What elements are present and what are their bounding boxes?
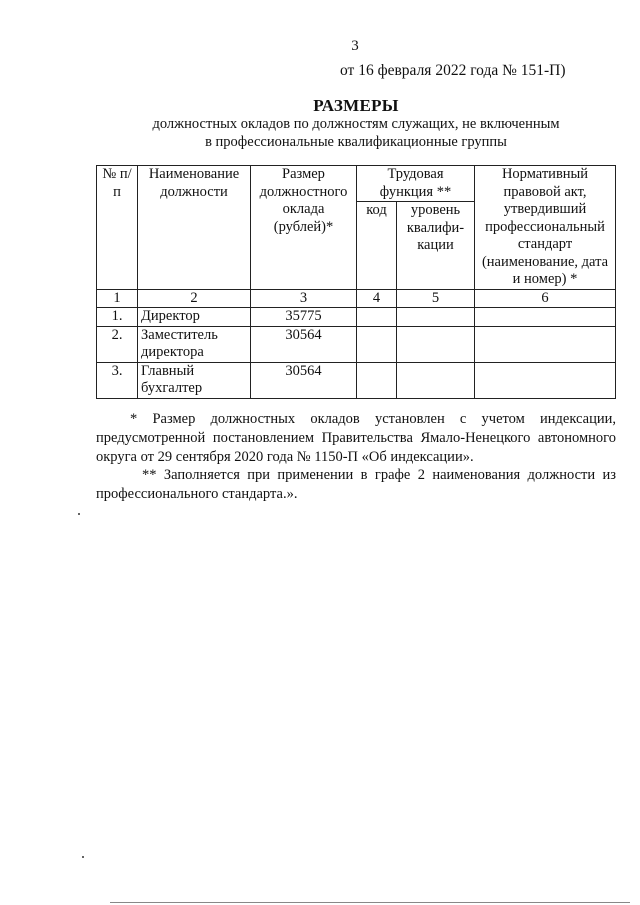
salary-value: 30564: [251, 362, 357, 398]
document-subtitle-line1: должностных окладов по должностям служащих, не включенным: [152, 116, 560, 132]
table-row: [97, 362, 616, 398]
position-name: Директор: [138, 308, 251, 327]
column-numbers-row: [97, 289, 616, 308]
column-number: 1: [97, 289, 138, 308]
header-code: код: [357, 202, 397, 290]
header-labor-function: Трудовая функция **: [357, 166, 475, 202]
footnote-salary-indexation: * Размер должностных окладов установлен с учетом индексации, предусмотренной постановлением Правительства Ямало-Ненецкого автономного округа от 29 сентября 2020 года № 1150-П «Об индексации».: [96, 411, 616, 465]
page-number: 3: [351, 38, 359, 54]
row-number: 1.: [97, 308, 138, 327]
act-cell: [475, 308, 616, 327]
salaries-table: [96, 165, 616, 399]
row-number: 3.: [97, 362, 138, 398]
code-cell: [357, 362, 397, 398]
qualification-cell: [397, 326, 475, 362]
position-name: Заместитель директора: [138, 326, 251, 362]
salary-value: 30564: [251, 326, 357, 362]
header-position: Наименование должности: [138, 166, 251, 290]
table-row: [97, 308, 616, 327]
qualification-cell: [397, 308, 475, 327]
column-number: 6: [475, 289, 616, 308]
document-title: РАЗМЕРЫ: [313, 96, 399, 115]
document-date-line: от 16 февраля 2022 года № 151-П): [340, 62, 566, 79]
header-qualification: уровень квалифи-кации: [397, 202, 475, 290]
header-salary: Размер должностного оклада (рублей)*: [251, 166, 357, 290]
scan-speck: [78, 513, 80, 515]
row-number: 2.: [97, 326, 138, 362]
qualification-cell: [397, 362, 475, 398]
footnote-professional-standard: ** Заполняется при применении в графе 2 наименования должности из профессионального стандарта.».: [96, 467, 616, 502]
scan-speck: [82, 856, 84, 858]
code-cell: [357, 308, 397, 327]
act-cell: [475, 326, 616, 362]
header-number: № п/п: [97, 166, 138, 290]
header-normative-act: Нормативный правовой акт, утвердивший профессиональный стандарт (наименование, дата и номер) *: [475, 166, 616, 290]
document-subtitle-line2: в профессиональные квалификационные группы: [205, 134, 507, 150]
column-number: 4: [357, 289, 397, 308]
code-cell: [357, 326, 397, 362]
table-row: [97, 326, 616, 362]
column-number: 5: [397, 289, 475, 308]
column-number: 3: [251, 289, 357, 308]
salary-value: 35775: [251, 308, 357, 327]
column-number: 2: [138, 289, 251, 308]
position-name: Главный бухгалтер: [138, 362, 251, 398]
scan-edge-line: [110, 902, 630, 903]
act-cell: [475, 362, 616, 398]
